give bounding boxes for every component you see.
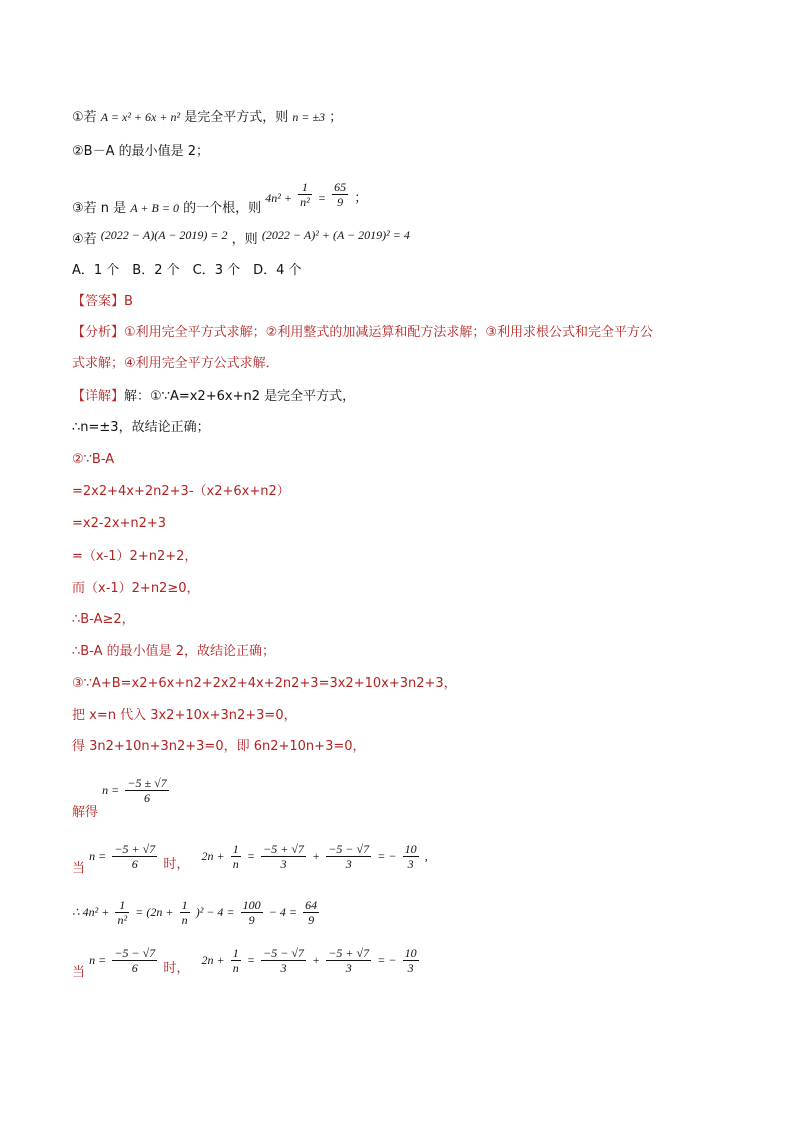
detail-line-2: ∴n=±3，故结论正确； [72, 420, 210, 435]
frac-num: −5 + √7 [263, 842, 304, 856]
answer-options: A．1 个 B．2 个 C．3 个 D．4 个 [72, 263, 302, 278]
frac-den: 3 [345, 857, 352, 871]
case1-expr: 2n + [201, 849, 225, 863]
frac-num: 64 [305, 898, 318, 912]
solve-frac [125, 776, 168, 805]
frac-num: 10 [404, 946, 417, 960]
frac-den: 6 [131, 857, 138, 871]
case2-frac-2 [261, 946, 306, 975]
analysis-line-1 [72, 324, 653, 342]
detail-line-10: ③∵A+B=x2+6x+n2+2x2+4x+2n2+3=3x2+10x+3n2+3， [72, 676, 457, 691]
frac-den: n [232, 857, 239, 871]
statement-1-end: ； [329, 110, 343, 125]
detail-intro: 解： [124, 389, 151, 404]
therefore-frac-4 [303, 898, 319, 927]
statement-4-expr2: (2022 − A)² + (A − 2019)² = 4 [261, 228, 410, 242]
detail-line-4: =2x2+4x+2n2+3-（x2+6x+n2） [72, 484, 290, 499]
statement-1-result: n = ±3 [292, 110, 326, 124]
therefore-b: = (2n + [135, 905, 174, 919]
therefore-c: )² − 4 = [195, 905, 235, 919]
frac-den: 3 [280, 961, 287, 975]
case1-label: 当 [72, 861, 86, 876]
therefore-a: ∴ 4n² + [72, 905, 110, 919]
statement-4-label: ④若 [72, 232, 97, 247]
answer-tag: 【答案】 [72, 294, 125, 309]
case2-frac-3 [326, 946, 371, 975]
case1-frac-1 [231, 842, 241, 871]
statement-3-frac2 [332, 180, 348, 209]
case1-end: , [424, 849, 428, 863]
detail-line-12: 得 3n2+10n+3n2+3=0，即 6n2+10n+3=0， [72, 739, 366, 754]
case2-frac-1 [231, 946, 241, 975]
frac-num: 1 [232, 946, 239, 960]
detail-line-7: 而（x-1）2+n2≥0， [72, 581, 200, 596]
case2-expr: 2n + [201, 953, 225, 967]
frac-num: 100 [242, 898, 261, 912]
frac-num: 1 [298, 180, 312, 195]
detail-line-8: ∴B-A≥2， [72, 612, 135, 627]
frac-den: 9 [248, 913, 255, 927]
therefore-frac-3 [241, 898, 263, 927]
frac-den: n [232, 961, 239, 975]
detail-line-6: =（x-1）2+n2+2， [72, 549, 198, 564]
case2-frac-4 [403, 946, 419, 975]
detail-line-15 [72, 898, 321, 927]
statement-3-expr: A + B = 0 [130, 201, 179, 215]
frac-num: −5 − √7 [114, 946, 156, 960]
case1-lhs: n = [89, 849, 107, 863]
therefore-frac-2 [180, 898, 190, 927]
statement-3-lhs: 4n² + [265, 191, 292, 205]
statement-3-frac1 [298, 180, 312, 209]
detail-line-9: ∴B-A 的最小值是 2，故结论正确； [72, 644, 276, 659]
detail-step-1: ①∵A=x2+6x+n2 是完全平方式， [150, 389, 356, 404]
case2-label: 当 [72, 965, 86, 980]
detail-line-11: 把 x=n 代入 3x2+10x+3n2+3=0， [72, 708, 297, 723]
frac-den: 9 [308, 913, 315, 927]
detail-line-14: 当 n = $\frac{-5 + √7}{6}$ 时， 2n + $\frac{1}{n}$ = $\frac{-5 + √7}{3}$ + $\frac{-5 - √7}{3}$ = − $\frac{10}{3}$ , [72, 842, 428, 876]
statement-4-expr1: (2022 − A)(A − 2019) = 2 [100, 228, 228, 242]
solve-lhs: n = [102, 783, 120, 797]
statement-4 [72, 226, 410, 249]
detail-line-5: =x2-2x+n2+3 [72, 516, 167, 531]
statement-1-mid: 是完全平方式，则 [184, 110, 289, 125]
frac-den: 6 [144, 791, 151, 805]
frac-num: 1 [115, 898, 129, 913]
frac-num: 1 [232, 842, 239, 856]
solve-label: 解得 [72, 805, 99, 820]
case1-when: 时， [163, 857, 190, 872]
frac-num: 65 [334, 180, 347, 194]
frac-num: 1 [181, 898, 188, 912]
analysis-line-2: 式求解；④利用完全平方公式求解． [72, 356, 279, 371]
case1-frac-n [112, 842, 157, 871]
frac-den: n [181, 913, 188, 927]
case1-frac-2 [261, 842, 306, 871]
frac-den: 3 [407, 961, 414, 975]
statement-1-expr: A = x² + 6x + n² [100, 110, 181, 124]
case2-frac-n [112, 946, 157, 975]
analysis-text-1: ①利用完全平方式求解；②利用整式的加减运算和配方法求解；③利用求根公式和完全平方公 [124, 325, 653, 340]
statement-2: ②B－A 的最小值是 2； [72, 144, 210, 159]
statement-3 [72, 180, 367, 218]
frac-den: 9 [337, 195, 344, 209]
case1-frac-4 [403, 842, 419, 871]
detail-line-13 [72, 776, 171, 820]
detail-tag: 【详解】 [72, 389, 125, 404]
frac-num: −5 + √7 [328, 946, 370, 960]
frac-num: −5 + √7 [114, 842, 156, 856]
case2-lhs: n = [89, 953, 107, 967]
case2-when: 时， [163, 961, 190, 976]
frac-den: 3 [407, 857, 414, 871]
detail-line-1 [72, 388, 355, 406]
answer-value: B [124, 294, 133, 309]
frac-num: −5 − √7 [263, 946, 304, 960]
statement-3-label: ③若 n 是 [72, 201, 127, 216]
frac-num: −5 − √7 [328, 842, 370, 856]
analysis-tag: 【分析】 [72, 325, 125, 340]
statement-1-label: ①若 [72, 110, 97, 125]
detail-line-16: 当 n = $\frac{-5 - √7}{6}$ 时， 2n + $\frac{1}{n}$ = $\frac{-5 - √7}{3}$ + $\frac{-5 + √7}{3}$ = − $\frac{10}{3}$ [72, 946, 417, 980]
case1-frac-3 [326, 842, 371, 871]
frac-den: n² [300, 195, 310, 209]
statement-3-mid: 的一个根，则 [183, 201, 262, 216]
frac-den: n² [117, 913, 128, 927]
frac-den: 6 [131, 961, 138, 975]
statement-3-end: ； [354, 191, 368, 206]
frac-num: −5 ± √7 [127, 776, 167, 790]
frac-den: 3 [345, 961, 352, 975]
frac-num: 10 [404, 842, 417, 856]
frac-den: 3 [280, 857, 287, 871]
statement-4-mid: ，则 [231, 232, 258, 247]
statement-1 [72, 108, 342, 127]
therefore-d: − 4 = [268, 905, 297, 919]
detail-line-3: ②∵B-A [72, 452, 115, 467]
statement-3-eq: = [317, 191, 326, 205]
answer-line [72, 293, 133, 311]
therefore-frac-1 [115, 898, 129, 927]
